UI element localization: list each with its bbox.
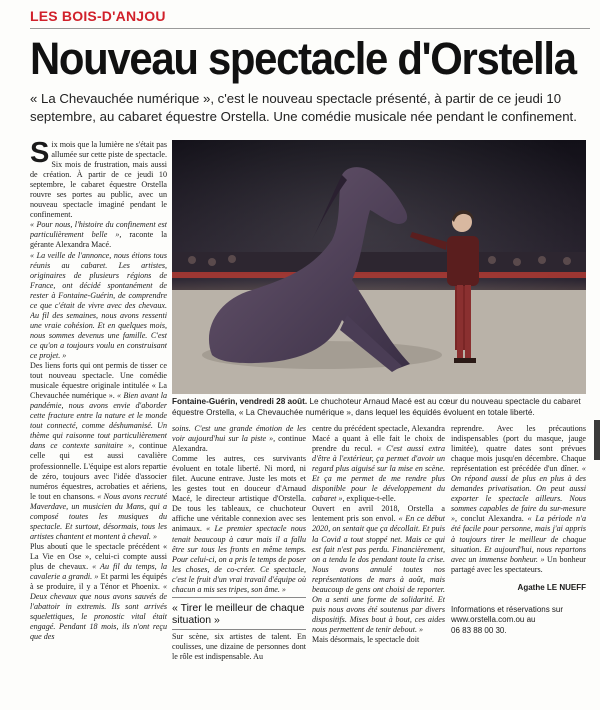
author-byline: Agathe LE NUEFF bbox=[517, 582, 586, 592]
col4-quote-1: « On répond aussi de plus en plus à des demandes privatisation. On peut aussi exporter le spectacle ailleurs. Nous sommes capables de faire du sur-mesure », bbox=[451, 464, 586, 524]
article-column-1 bbox=[30, 140, 167, 705]
col1-quote-3: « Bien avant la pandémie, nous avons envie d'aborder cette fracture entre la nature et le monde tout connecté, comme déshumanisé. Un thème qui raisonne tout particulièrement dans ce contexte sanitaire », bbox=[30, 391, 167, 451]
info-website[interactable]: www.orstella.com.ou au bbox=[451, 615, 536, 625]
col1-quote-4: « Nous avons recruté Maverdave, un musicien du Mans, qui a composé toutes les musiques du spectacle. Et surtout, désormais, tous les artistes chantent et montent à cheval. » bbox=[30, 491, 167, 541]
col1-paragraph-6: Et parmi les équipés à se produire, il y a Ténor et Phoenix. bbox=[30, 572, 167, 592]
caption-lead: Fontaine-Guérin, vendredi 28 août. bbox=[172, 397, 308, 406]
pullquote-rule-bottom bbox=[172, 629, 306, 630]
col4-paragraph-1: reprendre. Avec les précautions indispensables (port du masque, jauge limitée), quatre dates sont prévues chaque mois jusqu'en décembre. Chaque représentation est précédée d'un dîner. bbox=[451, 424, 586, 474]
col2-paragraph-3: Sur scène, six artistes de talent. En coulisses, une dizaine de personnes dont le rôle est indispensable. Au bbox=[172, 631, 306, 661]
col3-quote-1: « C'est aussi extra d'être à l'extérieur, ça permet d'avoir un regard plus aiguisé sur la mise en scène. Et ça me permet de me rendre plus disponible pour le développement du cabaret », bbox=[312, 444, 445, 504]
info-phone[interactable]: 06 83 88 00 30. bbox=[451, 625, 507, 635]
col3-quote-2: « En ce début 2020, on sentait que ça décollait. Et puis la Covid a tout stoppé net. Mais ce qui est fait n'est pas perdu. Financièrement, on a tendu le dos pendant toute la crise. Nous avons annulé toutes nos représentations de mars à août, mais beaucoup de gens ont choisi de reporter. On a senti une forme de solidarité. Et puis nous avons été soutenus par divers dispositifs. Mises bout à bout, ces aides nous permettent de tenir debout. » bbox=[312, 514, 445, 634]
kicker-rule bbox=[30, 28, 590, 29]
section-kicker: LES BOIS-D'ANJOU bbox=[30, 8, 166, 24]
article-column-2 bbox=[172, 424, 306, 705]
col1-quote-5: « Au fil du temps, la cavalerie a grandi. » bbox=[30, 561, 167, 582]
col2-quote-2: « Le premier spectacle nous tenait beaucoup à cœur mais il a fallu être sur tous les fronts en même temps. Pour celui-ci, on a pris le temps de poser les choses, de co-créer. Ce spectacle, c'est le fruit d'un vrai travail d'équipe où chacun a mis ses tripes, son âme. » bbox=[172, 524, 306, 594]
article-column-3 bbox=[312, 424, 445, 705]
col2-paragraph-2: Comme les autres, ces survivants évoluent en totale liberté. Ni mord, ni filet. Aucune entrave. Juste les mots et les gestes tout en douceur d'Arnaud Macé, le directeur artistique d'Orstella. De tous les tableaux, ce chuchoteur affiche une véritable connexion avec ses animaux. bbox=[172, 454, 306, 534]
col3-paragraph-2: explique-t-elle. bbox=[344, 494, 396, 504]
col1-quote-6: « Deux chevaux que nous avons sauvés de l'abattoir in extremis. Ils sont arrivés squelettiques, le pronostic vital était engagé. Pendant 18 mois, ils n'ont reçu que des bbox=[30, 582, 167, 642]
info-box bbox=[451, 605, 586, 637]
col3-paragraph-4: Mais désormais, le spectacle doit bbox=[312, 634, 420, 644]
drop-cap: S bbox=[30, 140, 50, 169]
col1-paragraph-5: Plus aboutí que le spectacle précédent « La Vie en Ose », celui-ci compte aussi plus de chevaux. bbox=[30, 541, 167, 571]
col4-quote-2: « La période n'a été facile pour personne, mais j'ai appris à toujours tirer le meilleur de chaque situation. Et aujourd'hui, nous repartons avec un immense bonheur. » bbox=[451, 514, 586, 564]
caption-text: Le chuchoteur Arnaud Macé est au cœur du nouveau spectacle du cabaret équestre Orstella, « La Chevauchée numérique », dans lequel les équidés évoluent en totale liberté. bbox=[172, 397, 581, 417]
col1-paragraph-4: continue celle qui est aussi cavalière professionnelle. L'équipe est alors repartie de zéro, toujours avec l'idée d'associer numéros équestres, acrobaties et aériens, le tout en chansons. bbox=[30, 441, 167, 501]
col3-paragraph-1: centre du précédent spectacle, Alexandra Macé a quant à elle fait le choix de prendre du recul. bbox=[312, 424, 445, 454]
col2-paragraph-1: continue Alexandra. bbox=[172, 434, 306, 454]
pullquote-rule-top bbox=[172, 597, 306, 598]
col3-paragraph-3: Ouvert en avril 2018, Orstella a lentement pris son envol. bbox=[312, 504, 445, 524]
article-column-4 bbox=[451, 424, 586, 705]
photo-illustration bbox=[172, 140, 586, 394]
info-line-1: Informations et réservations sur bbox=[451, 604, 564, 614]
col1-quote-2: « La veille de l'annonce, nous étions tous réunis au cabaret. Les artistes, originaires de plusieurs régions de France, ont décidé spontanément de rester à Fontaine-Guérin, de comprendre ce que c'était de vivre avec des chevaux. Au fil des semaines, nous avons ressenti une vraie cohésion. Et en quelques mois, nous sommes devenus une famille. C'est ce qu'on a toujours voulu en construisant ce projet. » bbox=[30, 250, 167, 360]
col2-quote-1: soins. C'est une grande émotion de les voir aujourd'hui sur la piste », bbox=[172, 424, 306, 444]
photo-horse-and-trainer bbox=[172, 140, 586, 394]
col1-quote-1: « Pour nous, l'histoire du confinement est particulièrement belle », bbox=[30, 220, 167, 240]
photo-caption bbox=[172, 397, 586, 418]
col1-paragraph-3: Des liens forts qui ont permis de tisser ce tout nouveau spectacle. Une comédie musicale équestre originale intitulée « La Chevauchée numérique ». bbox=[30, 361, 167, 401]
pullquote: « Tirer le meilleur de chaque situation » bbox=[172, 601, 305, 626]
col1-paragraph-2: raconte la gérante Alexandra Macé. bbox=[30, 230, 167, 250]
col4-paragraph-2: conclut Alexandra. bbox=[457, 514, 524, 524]
page-edge-mark bbox=[594, 420, 600, 460]
standfirst: « La Chevauchée numérique », c'est le nouveau spectacle présenté, à partir de ce jeudi 10 septembre, au cabaret équestre Orstella. Une comédie musicale née pendant le confinement. bbox=[30, 91, 577, 124]
headline: Nouveau spectacle d'Orstella bbox=[30, 33, 576, 84]
col1-paragraph-1: ix mois que la lumière ne s'était pas allumée sur cette piste de spectacle. Six mois de frustration, mais aussi de création. À partir de ce jeudi 10 septembre, le cabaret équestre Orstella rouvre ses portes au public, avec un nouveau spectacle imaginé pendant le confinement. bbox=[30, 140, 167, 220]
col4-paragraph-3: Un bonheur partagé avec les spectateurs. bbox=[451, 554, 586, 574]
